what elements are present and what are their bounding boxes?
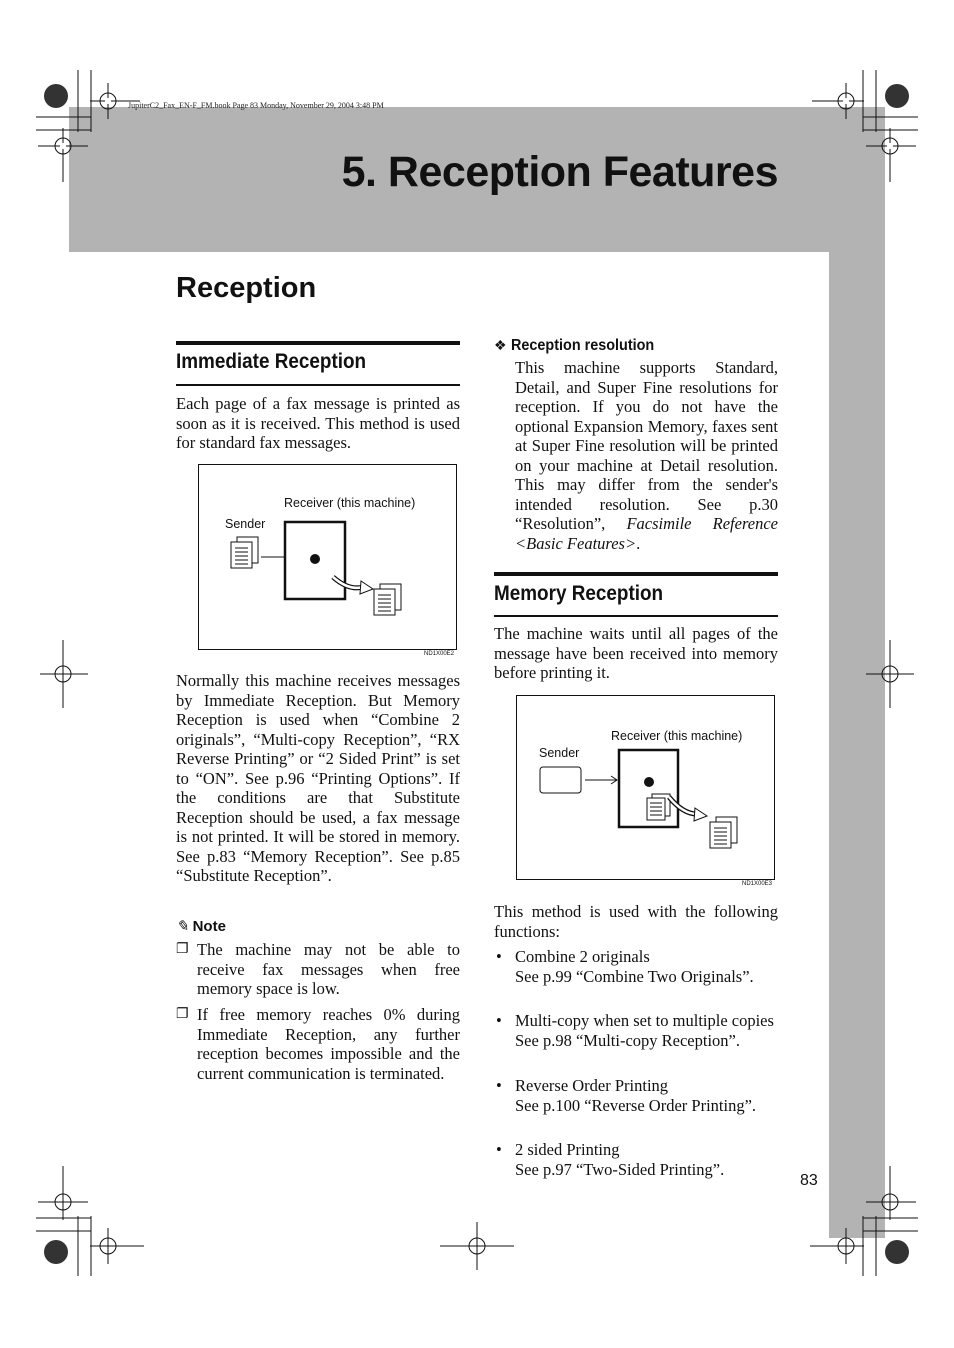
checkbox-icon: ❐: [176, 942, 189, 957]
fax-flow-illustration: [199, 465, 456, 649]
heading-rule-bottom: [494, 615, 778, 617]
heading-rule-bottom: [176, 384, 460, 386]
list-item-title: Multi-copy when set to multiple copies: [515, 1011, 774, 1030]
note-item: [176, 940, 460, 999]
resolution-heading: [494, 337, 670, 355]
note-label: Note: [192, 918, 226, 935]
printed-document-icon: [374, 584, 401, 615]
list-item-ref: See p.98 “Multi-copy Reception”.: [515, 1030, 740, 1050]
resolution-title: Reception resolution: [510, 337, 654, 354]
chapter-title: 5. Reception Features: [341, 148, 778, 196]
receiver-label: Receiver (this machine): [284, 496, 416, 510]
diagram-code: ND1X00E2: [424, 651, 455, 657]
sender-machine-icon: [540, 767, 581, 793]
list-item-ref: See p.100 “Reverse Order Printing”.: [515, 1095, 757, 1115]
printed-document-icon: [710, 817, 737, 848]
list-item-title: Combine 2 originals: [515, 947, 650, 966]
list-item-ref: See p.99 “Combine Two Originals”.: [515, 966, 754, 986]
memory-document-icon: [647, 794, 670, 820]
bullet: •: [496, 1140, 502, 1159]
page-number: 83: [800, 1172, 818, 1189]
list-item: [494, 1076, 778, 1115]
memory-reception-diagram: [516, 695, 775, 880]
list-item: [494, 947, 778, 986]
immediate-intro: Each page of a fax message is printed as soon as it is received. This method is used for standard fax messages.: [176, 394, 460, 452]
fax-flow-illustration: [517, 696, 774, 879]
immediate-body: Normally this machine receives messages by Immediate Reception. But Memory Reception is used when “Combine 2 originals”, “Multi-copy Reception”, “RX Reverse Printing” or “2 Sided Print” is set to “ON”. See p.96 “Printing Options”. If the conditions are that Substitute Reception should be used, a fax message is not printed. It will be stored in memory. See p.83 “Memory Reception”. See p.85 “Substitute Reception”.: [176, 671, 460, 885]
resolution-body: This machine supports Standard, Detail, and Super Fine resolutions for reception. If you do not have the optional Expansion Memory, faxes sent at Super Fine resolution will be printed on your machine at Detail resolution. This may differ from the sender's intended resolution. See p.30 “Resolution”,: [515, 358, 778, 533]
note-text: The machine may not be able to receive fax messages when free memory space is low.: [197, 940, 460, 998]
bullet: •: [496, 947, 502, 966]
list-item-ref: See p.97 “Two-Sided Printing”.: [515, 1159, 725, 1179]
section-title: Reception: [176, 272, 317, 304]
memory-method-text: This method is used with the following functions:: [494, 902, 778, 941]
list-item: [494, 1011, 778, 1050]
pencil-icon: ✎: [176, 918, 189, 935]
receiver-label: Receiver (this machine): [611, 729, 743, 743]
resolution-text: [515, 358, 778, 553]
sender-label: Sender: [225, 517, 266, 531]
list-item: [494, 1140, 778, 1179]
memory-reception-heading: Memory Reception: [494, 582, 664, 605]
diagram-code: ND1X00E3: [742, 881, 773, 887]
immediate-reception-heading: Immediate Reception: [176, 350, 367, 373]
memory-intro: The machine waits until all pages of the message have been received into memory before printing it.: [494, 624, 778, 682]
sender-label: Sender: [539, 746, 580, 760]
list-item-title: 2 sided Printing: [515, 1140, 620, 1159]
sender-document-icon: [231, 537, 258, 568]
immediate-reception-diagram: [198, 464, 457, 650]
file-info: JupiterC2_Fax_EN-F_FM.book Page 83 Monday, November 29, 2004 3:48 PM: [128, 101, 384, 110]
diamond-bullet-icon: ❖: [494, 339, 507, 354]
heading-rule-top: [176, 341, 460, 345]
resolution-reference: Facsimile Reference <Basic Features>: [515, 514, 778, 553]
resolution-end: .: [636, 533, 641, 553]
heading-rule-top: [494, 572, 778, 576]
note-item: [176, 1005, 460, 1083]
checkbox-icon: ❐: [176, 1007, 189, 1022]
note-header: [176, 917, 226, 936]
bullet: •: [496, 1011, 502, 1030]
note-text: If free memory reaches 0% during Immediate Reception, any further reception becomes impossible and the current communication is terminated.: [197, 1005, 460, 1083]
bullet: •: [496, 1076, 502, 1095]
list-item-title: Reverse Order Printing: [515, 1076, 669, 1095]
